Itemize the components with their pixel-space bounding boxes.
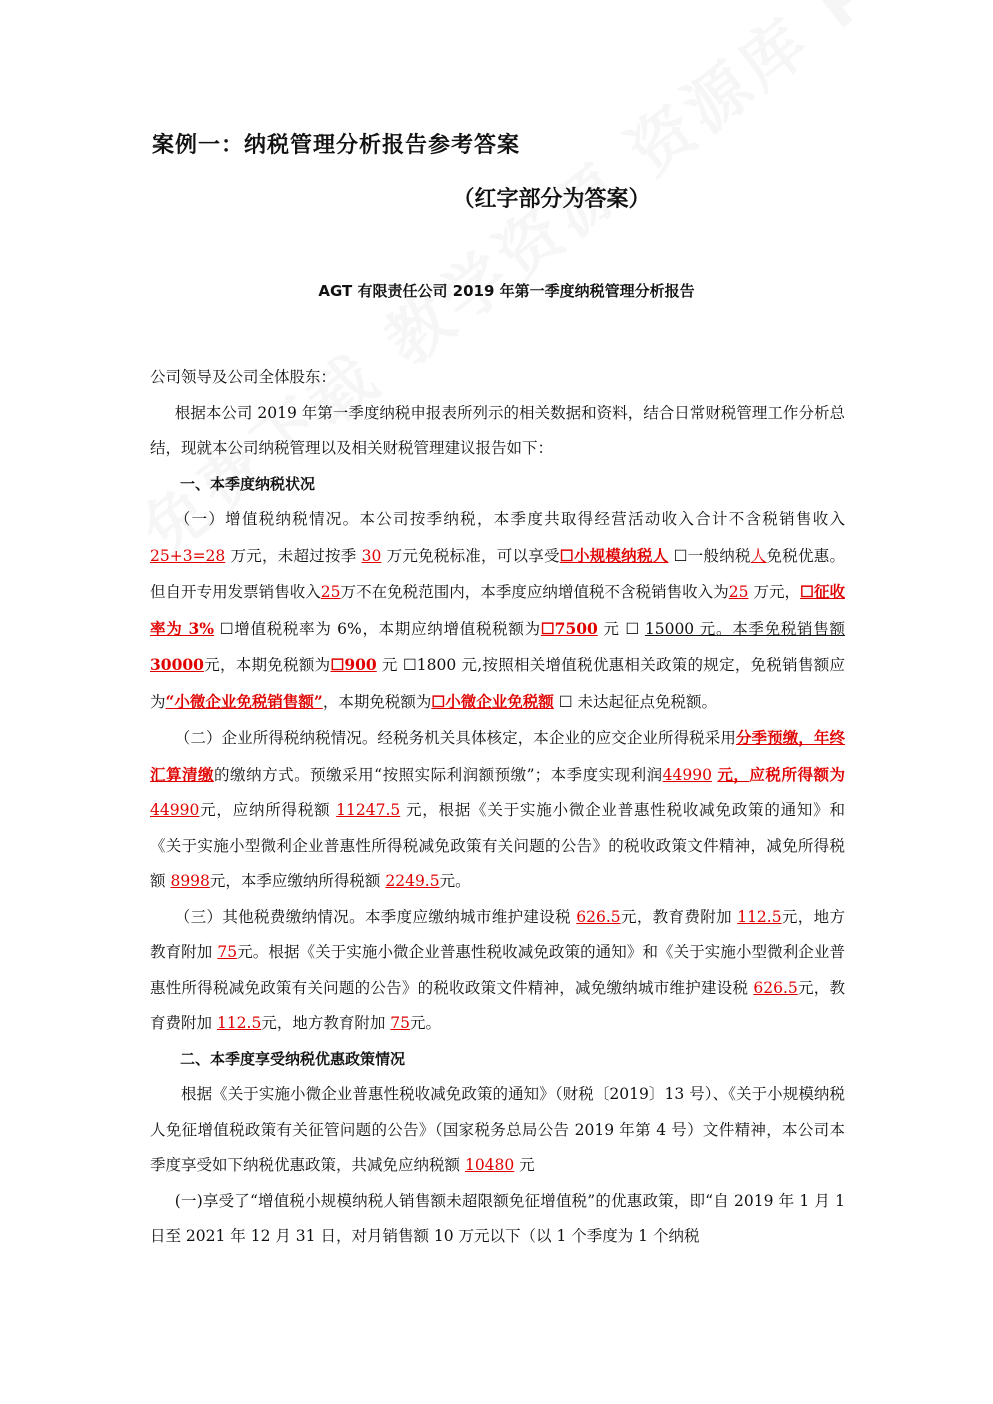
answer-field: 25	[728, 583, 749, 601]
answer-field: 44990	[150, 801, 200, 819]
page-title: 案例一：纳税管理分析报告参考答案	[152, 133, 521, 158]
answer-field: 人	[750, 546, 767, 565]
vat-paragraph: （一）增值税纳税情况。本公司按季纳税，本季度共取得经营活动收入合计不含税销售收入 25+3=28 万元，未超过按季 30 万元免税标准，可以享受☐小规模纳税人 ☐一般纳税人免税优惠。但自开专用发票销售收入25万不在免税范围内，本季度应纳增值税不含税销售收入为25 万元，☐征收率为 3% ☐增值税税率为 6%，本期应纳增值税税额为☐7500 元 ☐ 15000 元。本季免税销售额30000元，本期免税额为☐900 元 ☐1800 元,按照相关增值税优惠相关政策的规定，免税销售额应为“小微企业免税销售额”，本期免税额为☐小微企业免税额 ☐ 未达起征点免税额。	[150, 510, 846, 711]
answer-field: 分季预缴，年终汇算清缴	[150, 728, 845, 784]
answer-field: 30000	[150, 655, 204, 674]
answer-field: 626.5	[576, 907, 621, 926]
answer-field: ☐7500	[540, 618, 598, 638]
answer-field: 2249.5	[385, 872, 440, 890]
answer-field: “小微企业免税销售额”	[165, 691, 323, 711]
answer-field: 626.5	[753, 978, 798, 997]
intro-paragraph: 根据本公司 2019 年第一季度纳税申报表所列示的相关数据和资料，结合日常财税管理工作分析总结，现就本公司纳税管理以及相关财税管理建议报告如下：	[150, 403, 845, 457]
other-tax-paragraph: （三）其他税费缴纳情况。本季度应缴纳城市维护建设税 626.5元，教育费附加 112.5元，地方教育附加 75元。根据《关于实施小微企业普惠性税收减免政策的通知》和《关于实施小型微利企业普惠性所得税减免政策有关问题的公告》的税收政策文件精神，减免缴纳城市维护建设税 626.5元，教育费附加 112.5元，地方教育附加 75元。	[150, 907, 845, 1032]
section-heading-2: 二、本季度享受纳税优惠政策情况	[180, 1049, 406, 1068]
answer-field: 元，	[717, 764, 750, 784]
section-heading-1: 一、本季度纳税状况	[180, 474, 316, 493]
answer-field: 112.5	[216, 1014, 262, 1032]
answer-field: 75	[217, 943, 238, 961]
answer-field: 25	[320, 583, 341, 601]
answer-field: 75	[390, 1014, 411, 1032]
answer-field: ☐小规模纳税人	[559, 545, 669, 565]
answer-field: 25+3=28	[150, 546, 226, 565]
income-tax-paragraph: （二）企业所得税纳税情况。经税务机关具体核定，本企业的应交企业所得税采用分季预缴，年终汇算清缴的缴纳方式。预缴采用“按照实际利润额预缴”；本季度实现利润44990 元，应税所得额为 44990元，应纳所得税额 11247.5 元，根据《关于实施小微企业普惠性税收减免政策的通知》和《关于实施小型微利企业普惠性所得税减免政策有关问题的公告》的税收政策文件精神，减免所得税额 8998元，本季应缴纳所得税额 2249.5元。	[150, 728, 845, 890]
salutation: 公司领导及公司全体股东：	[150, 368, 337, 386]
answer-field: ☐900	[330, 655, 377, 674]
page-subtitle: （红字部分为答案）	[452, 187, 651, 212]
answer-field: 8998	[170, 872, 210, 890]
answer-field: ☐征收率为 3%	[150, 582, 845, 638]
policy-paragraph: 根据《关于实施小微企业普惠性税收减免政策的通知》（财税〔2019〕13 号）、《关于小规模纳税人免征增值税政策有关征管问题的公告》（国家税务总局公告 2019 年第 4 号）文件精神，本公司本季度享受如下纳税优惠政策，共减免应纳税额 10480 元	[150, 1085, 845, 1174]
answer-field: 30	[361, 546, 382, 565]
policy-item-1: (一)享受了“增值税小规模纳税人销售额未超限额免征增值税”的优惠政策，即“自 2019 年 1 月 1 日至 2021 年 12 月 31 日，对月销售额 10 万元以下（以 1 个季度为 1 个纳税	[150, 1191, 845, 1245]
report-body	[150, 360, 845, 1255]
answer-field: 44990	[662, 765, 712, 784]
answer-field: 10480	[464, 1156, 515, 1174]
answer-field: ☐小微企业免税额	[431, 691, 554, 711]
answer-field: 11247.5	[336, 801, 401, 819]
answer-field: 112.5	[737, 907, 782, 926]
report-title: AGT 有限责任公司 2019 年第一季度纳税管理分析报告	[318, 282, 695, 300]
